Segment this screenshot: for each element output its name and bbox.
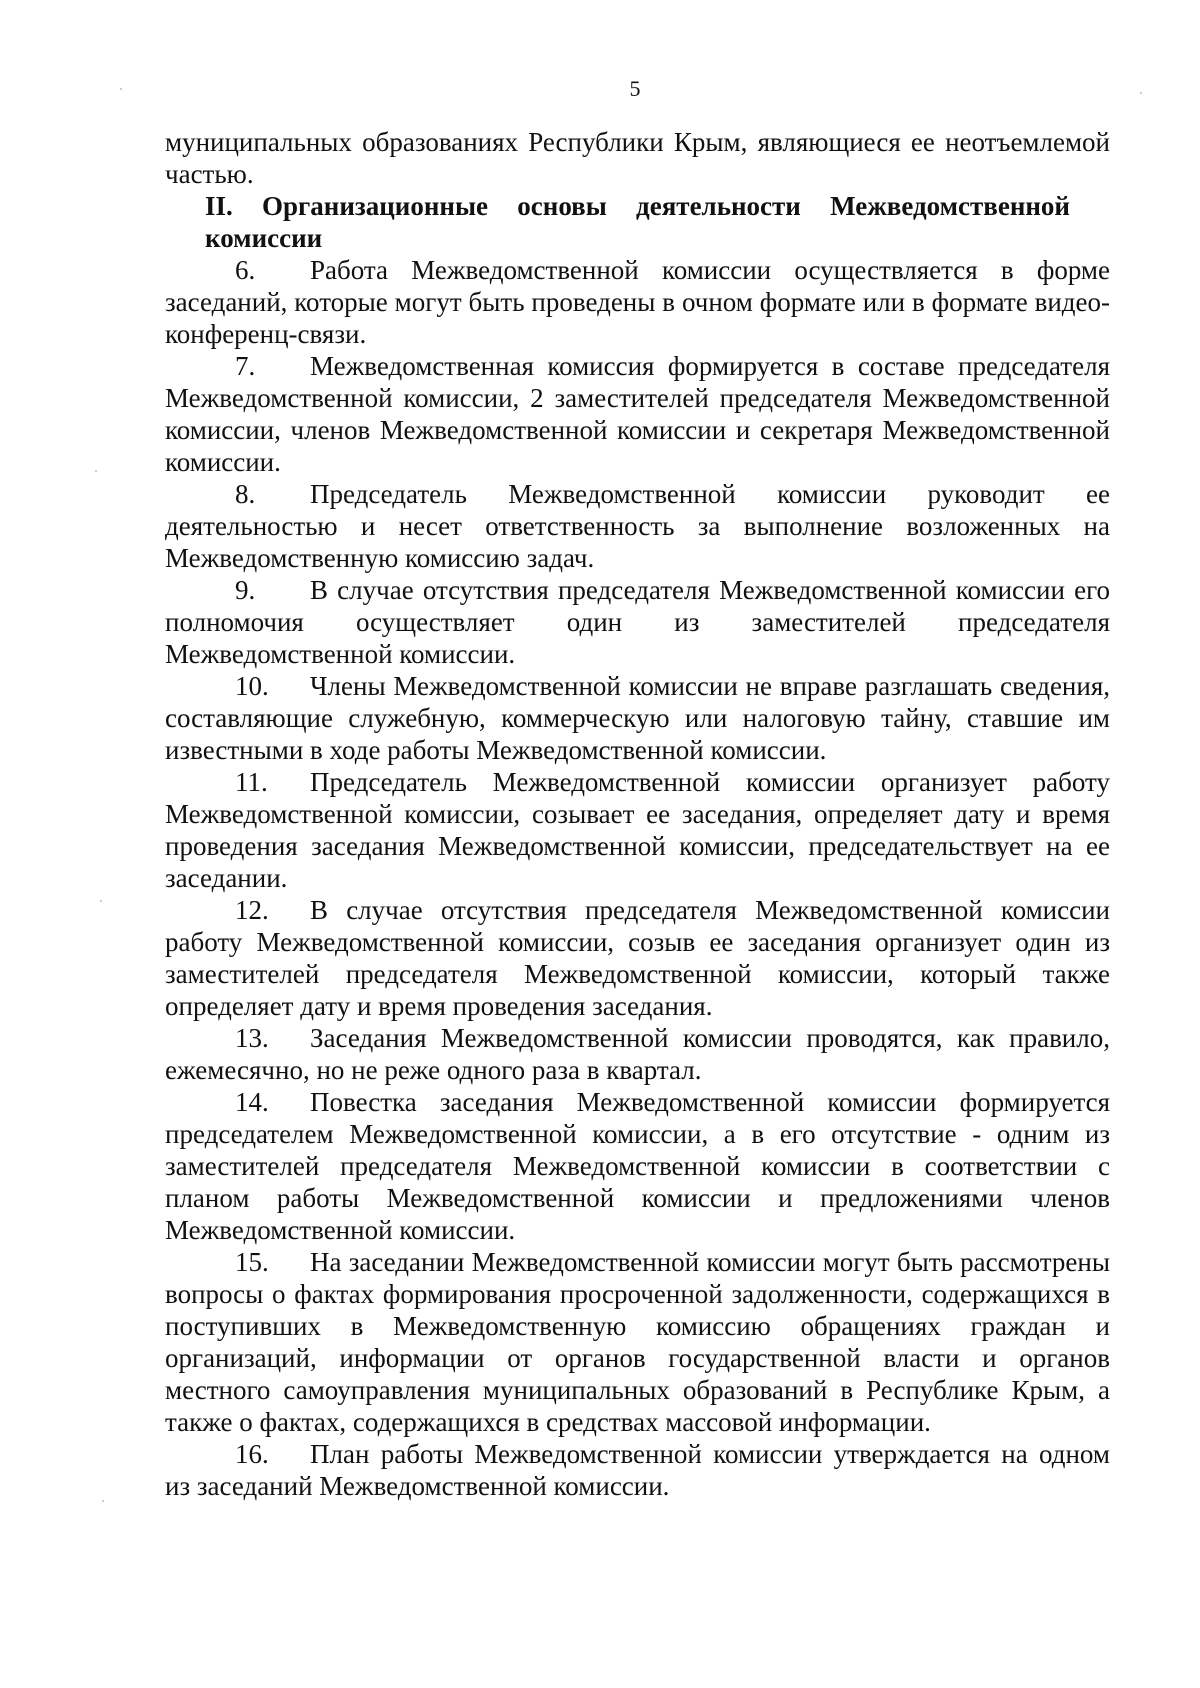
scan-speck xyxy=(100,900,102,902)
paragraph-number: 12. xyxy=(235,895,269,925)
paragraph-text: Межведомственная комиссия формируется в составе председателя Межведомственной комиссии, 2 заместителей председателя Межведомственной комиссии, членов Межведомственной комиссии и секретаря Межведомственной комиссии. xyxy=(165,351,1110,477)
scan-speck xyxy=(95,470,97,472)
paragraph-number: 15. xyxy=(235,1247,269,1277)
intro-continuation: муниципальных образованиях Республики Крым, являющиеся ее неотъемлемой частью. xyxy=(165,127,1110,189)
paragraph-text: Заседания Межведомственной комиссии проводятся, как правило, ежемесячно, но не реже одного раза в квартал. xyxy=(165,1023,1110,1085)
paragraph-text: В случае отсутствия председателя Межведомственной комиссии работу Межведомственной комиссии, созыв ее заседания организует один из заместителей председателя Межведомственной комиссии, который также определяет дату и время проведения заседания. xyxy=(165,895,1110,1021)
paragraph-number: 14. xyxy=(235,1087,269,1117)
paragraph-number: 16. xyxy=(235,1439,269,1469)
scan-speck xyxy=(102,1500,104,1502)
numbered-paragraph xyxy=(165,1086,1110,1246)
scan-speck xyxy=(120,88,122,90)
numbered-paragraph xyxy=(165,574,1110,670)
paragraph-text: Члены Межведомственной комиссии не вправе разглашать сведения, составляющие служебную, коммерческую или налоговую тайну, ставшие им известными в ходе работы Межведомственной комиссии. xyxy=(165,671,1110,765)
paragraph-number: 8. xyxy=(235,479,256,509)
section-heading: II. Организационные основы деятельности Межведомственной комиссии xyxy=(205,191,1070,253)
paragraph-text: Повестка заседания Межведомственной комиссии формируется председателем Межведомственной комиссии, а в его отсутствие - одним из заместителей председателя Межведомственной комиссии в соответствии с планом работы Межведомственной комиссии и предложениями членов Межведомственной комиссии. xyxy=(165,1087,1110,1245)
paragraph-text: Председатель Межведомственной комиссии руководит ее деятельностью и несет ответственность за выполнение возложенных на Межведомственную комиссию задач. xyxy=(165,479,1110,573)
paragraph-text: На заседании Межведомственной комиссии могут быть рассмотрены вопросы о фактах формирования просроченной задолженности, содержащихся в поступивших в Межведомственную комиссию обращениях граждан и организаций, информации от органов государственной власти и органов местного самоуправления муниципальных образований в Республике Крым, а также о фактах, содержащихся в средствах массовой информации. xyxy=(165,1247,1110,1437)
paragraph-list xyxy=(165,254,1110,1502)
numbered-paragraph xyxy=(165,894,1110,1022)
numbered-paragraph xyxy=(165,254,1110,350)
scan-speck xyxy=(1140,92,1142,94)
numbered-paragraph xyxy=(165,766,1110,894)
paragraph-text: План работы Межведомственной комиссии утверждается на одном из заседаний Межведомственной комиссии. xyxy=(165,1439,1110,1501)
paragraph-text: В случае отсутствия председателя Межведомственной комиссии его полномочия осуществляет один из заместителей председателя Межведомственной комиссии. xyxy=(165,575,1110,669)
document-body xyxy=(165,126,1110,1502)
numbered-paragraph xyxy=(165,350,1110,478)
numbered-paragraph xyxy=(165,1438,1110,1502)
numbered-paragraph xyxy=(165,478,1110,574)
paragraph-number: 11. xyxy=(235,767,268,797)
page-number: 5 xyxy=(629,76,641,101)
paragraph-number: 9. xyxy=(235,575,256,605)
numbered-paragraph xyxy=(165,1246,1110,1438)
numbered-paragraph xyxy=(165,1022,1110,1086)
paragraph-number: 6. xyxy=(235,255,256,285)
paragraph-text: Председатель Межведомственной комиссии организует работу Межведомственной комиссии, созывает ее заседания, определяет дату и время проведения заседания Межведомственной комиссии, председательствует на ее заседании. xyxy=(165,767,1110,893)
paragraph-number: 10. xyxy=(235,671,269,701)
paragraph-text: Работа Межведомственной комиссии осуществляется в форме заседаний, которые могут быть проведены в очном формате или в формате видео-конференц-связи. xyxy=(165,255,1110,349)
numbered-paragraph xyxy=(165,670,1110,766)
paragraph-number: 13. xyxy=(235,1023,269,1053)
paragraph-number: 7. xyxy=(235,351,256,381)
